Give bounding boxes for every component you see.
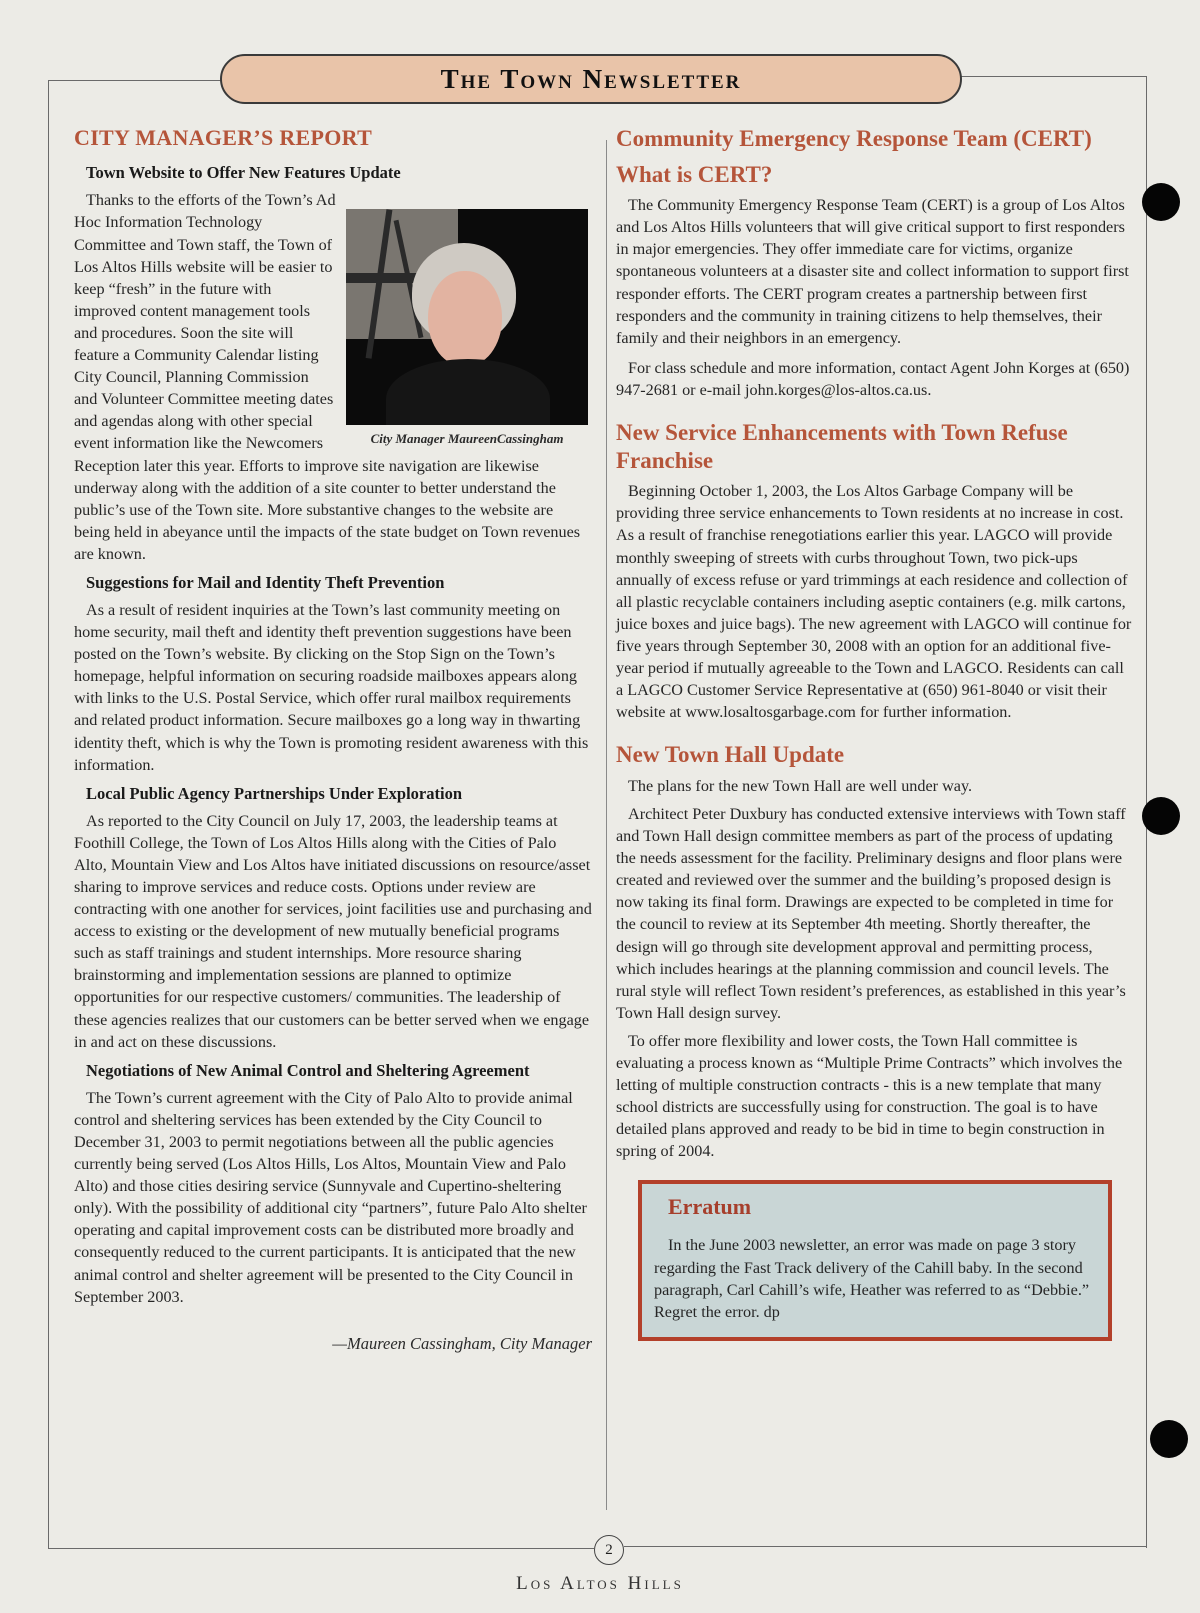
erratum-text: In the June 2003 newsletter, an error was made on page 3 story regarding the Fast Track delivery of the Cahill baby. In the second paragraph, Carl Cahill’s wife, Heather was referred to as “Debbie.” Regret the error. dp <box>654 1236 1090 1321</box>
binder-hole-bottom <box>1150 1420 1188 1458</box>
frame-top-right <box>956 76 1146 77</box>
frame-left <box>48 80 49 1548</box>
frame-top-left <box>48 80 223 81</box>
binder-hole-middle <box>1142 797 1180 835</box>
signature: —Maureen Cassingham, City Manager <box>332 1333 592 1353</box>
article-body-animal-control: The Town’s current agreement with the City of Palo Alto to provide animal control and sheltering services has been extended by the City Council to December 31, 2003 to permit negotiations between all the public agencies currently being served (Los Altos Hills, Los Altos, Mountain View and Palo Alto) and those cities desiring service (Sunnyvale and Cupertino-sheltering only). With the possibility of additional city “partners”, future Palo Alto shelter operating and capital improvement costs can be distributed more broadly and consequently reduced to the current participants. It is anticipated that the new animal control and shelter agreement will be presented to the City Council in September 2003. <box>74 1088 587 1306</box>
article-heading-mail-theft: Suggestions for Mail and Identity Theft Prevention <box>86 572 445 592</box>
article-heading-partnerships: Local Public Agency Partnerships Under Exploration <box>86 783 463 803</box>
city-manager-photo-figure <box>346 209 588 447</box>
right-column <box>616 125 1134 1341</box>
left-column <box>74 125 592 1354</box>
refuse-body: Beginning October 1, 2003, the Los Altos Garbage Company will be providing three service enhancements to Town residents at no increase in cost. As a result of franchise renegotiations earlier this year. LAGCO will provide monthly sweeping of streets with curbs throughout Town, two pick-ups annually of excess refuse or yard trimmings at each residence and collection of all plastic recyclable containers including aseptic containers (e.g. milk cartons, juice boxes and juice bags). The new agreement with LAGCO will continue for five years through September 30, 2008 with an option for an additional five-year period if mutually agreeable to the Town and LAGCO. Residents can call a LAGCO Customer Service Representative at (650) 961-8040 or visit their website at www.losaltosgarbage.com for further information. <box>616 482 1132 722</box>
town-hall-body: Architect Peter Duxbury has conducted extensive interviews with Town staff and Town Hall design committee members as part of the process of updating the needs assessment for the facility. Preliminary designs and floor plans were created and reviewed over the summer and the building’s proposed design is now taking its final form. Drawings are expected to be completed in time for the council to review at its September 4th meeting. Shortly thereafter, the design will go through site development approval and permitting process, which includes hearings at the planning commission and council levels. The rural style will reflect Town resident’s preferences, as established in this year’s Town Hall design survey. <box>616 804 1126 1022</box>
article-heading-website: Town Website to Offer New Features Update <box>86 163 401 183</box>
photo-face <box>428 271 502 367</box>
article-heading-animal-control: Negotiations of New Animal Control and Sheltering Agreement <box>86 1060 530 1080</box>
town-hall-contracts: To offer more flexibility and lower costs, the Town Hall committee is evaluating a process known as “Multiple Prime Contracts” which involves the letting of multiple construction contracts - this is a new template that many school districts are successfully using for construction. The goal is to have detailed plans approved and ready to be bid in time to begin construction in spring of 2004. <box>616 1031 1123 1161</box>
erratum-box <box>638 1180 1112 1340</box>
article-body-partnerships: As reported to the City Council on July 17, 2003, the leadership teams at Foothill College, the Town of Los Altos Hills along with the Cities of Palo Alto, Mountain View and Los Altos have initiated discussions on resource/asset sharing to improve services and reduce costs. Options under review are contracting with one another for services, joint facilities use and purchasing and access to existing or the development of new mutually beneficial programs such as staff trainings and student internships. More resource sharing brainstorming and implementation sessions are planned to optimize opportunities for our respective customers/ communities. The leadership of these agencies realizes that our customers can be better served when we engage in and act on these discussions. <box>74 811 592 1051</box>
cert-body: The Community Emergency Response Team (CERT) is a group of Los Altos and Los Altos Hills volunteers that will give critical support to first responders in major emergencies. They offer immediate care for victims, organize spontaneous volunteers at a disaster site and collect information to support first responder efforts. The CERT program creates a partnership between first responders and the community in training citizens to help themselves, their family and their neighbors in an emergency. <box>616 196 1129 347</box>
cert-contact: For class schedule and more information, contact Agent John Korges at (650) 947-2681 or e-mail john.korges@los-altos.ca.us. <box>616 358 1130 399</box>
frame-bottom-left <box>48 1548 594 1549</box>
town-hall-title: New Town Hall Update <box>616 742 845 768</box>
cert-subtitle: What is CERT? <box>616 161 773 187</box>
refuse-title: New Service Enhancements with Town Refuse Franchise <box>616 420 1068 473</box>
city-manager-photo <box>346 209 588 425</box>
cert-title: Community Emergency Response Team (CERT) <box>616 126 1092 151</box>
city-manager-report-title: CITY MANAGER’S REPORT <box>74 125 373 150</box>
binder-hole-top <box>1142 183 1180 221</box>
frame-bottom-right <box>624 1546 1147 1547</box>
footer-town-name: Los Altos Hills <box>516 1573 684 1594</box>
page-number: 2 <box>594 1535 624 1565</box>
article-body-website: Thanks to the efforts of the Town’s Ad Hoc Information Technology Committee and Town staff, the Town of Los Altos Hills website will be easier to keep “fresh” in the future with improved content management tools and procedures. Soon the site will feature a Community Calendar listing City Council, Planning Commission and Volunteer Committee meeting dates and agendas along with other special event information like the Newcomers Reception later this year. Efforts to improve site navigation are likewise underway along with the addition of a site counter to better understand the public’s use of the Town site. More substantive changes to the website are being held in abeyance until the impacts of the state budget on Town revenues are known. <box>74 191 581 563</box>
column-divider <box>606 140 607 1510</box>
banner-title: The Town Newsletter <box>440 63 742 94</box>
photo-body <box>386 359 550 425</box>
photo-caption: City Manager MaureenCassingham <box>370 431 564 447</box>
town-hall-intro: The plans for the new Town Hall are well under way. <box>628 776 973 795</box>
newsletter-banner <box>220 54 962 104</box>
erratum-title: Erratum <box>668 1194 752 1220</box>
article-body-mail-theft: As a result of resident inquiries at the Town’s last community meeting on home security, mail theft and identity theft prevention suggestions have been posted on the Town’s website. By clicking on the Stop Sign on the Town’s homepage, helpful information on securing roadside mailboxes appears along with links to the U.S. Postal Service, which offer rural mailbox requirements and related product information. Secure mailboxes go a long way in thwarting identity theft, which is why the Town is promoting resident awareness with this information. <box>74 600 589 774</box>
